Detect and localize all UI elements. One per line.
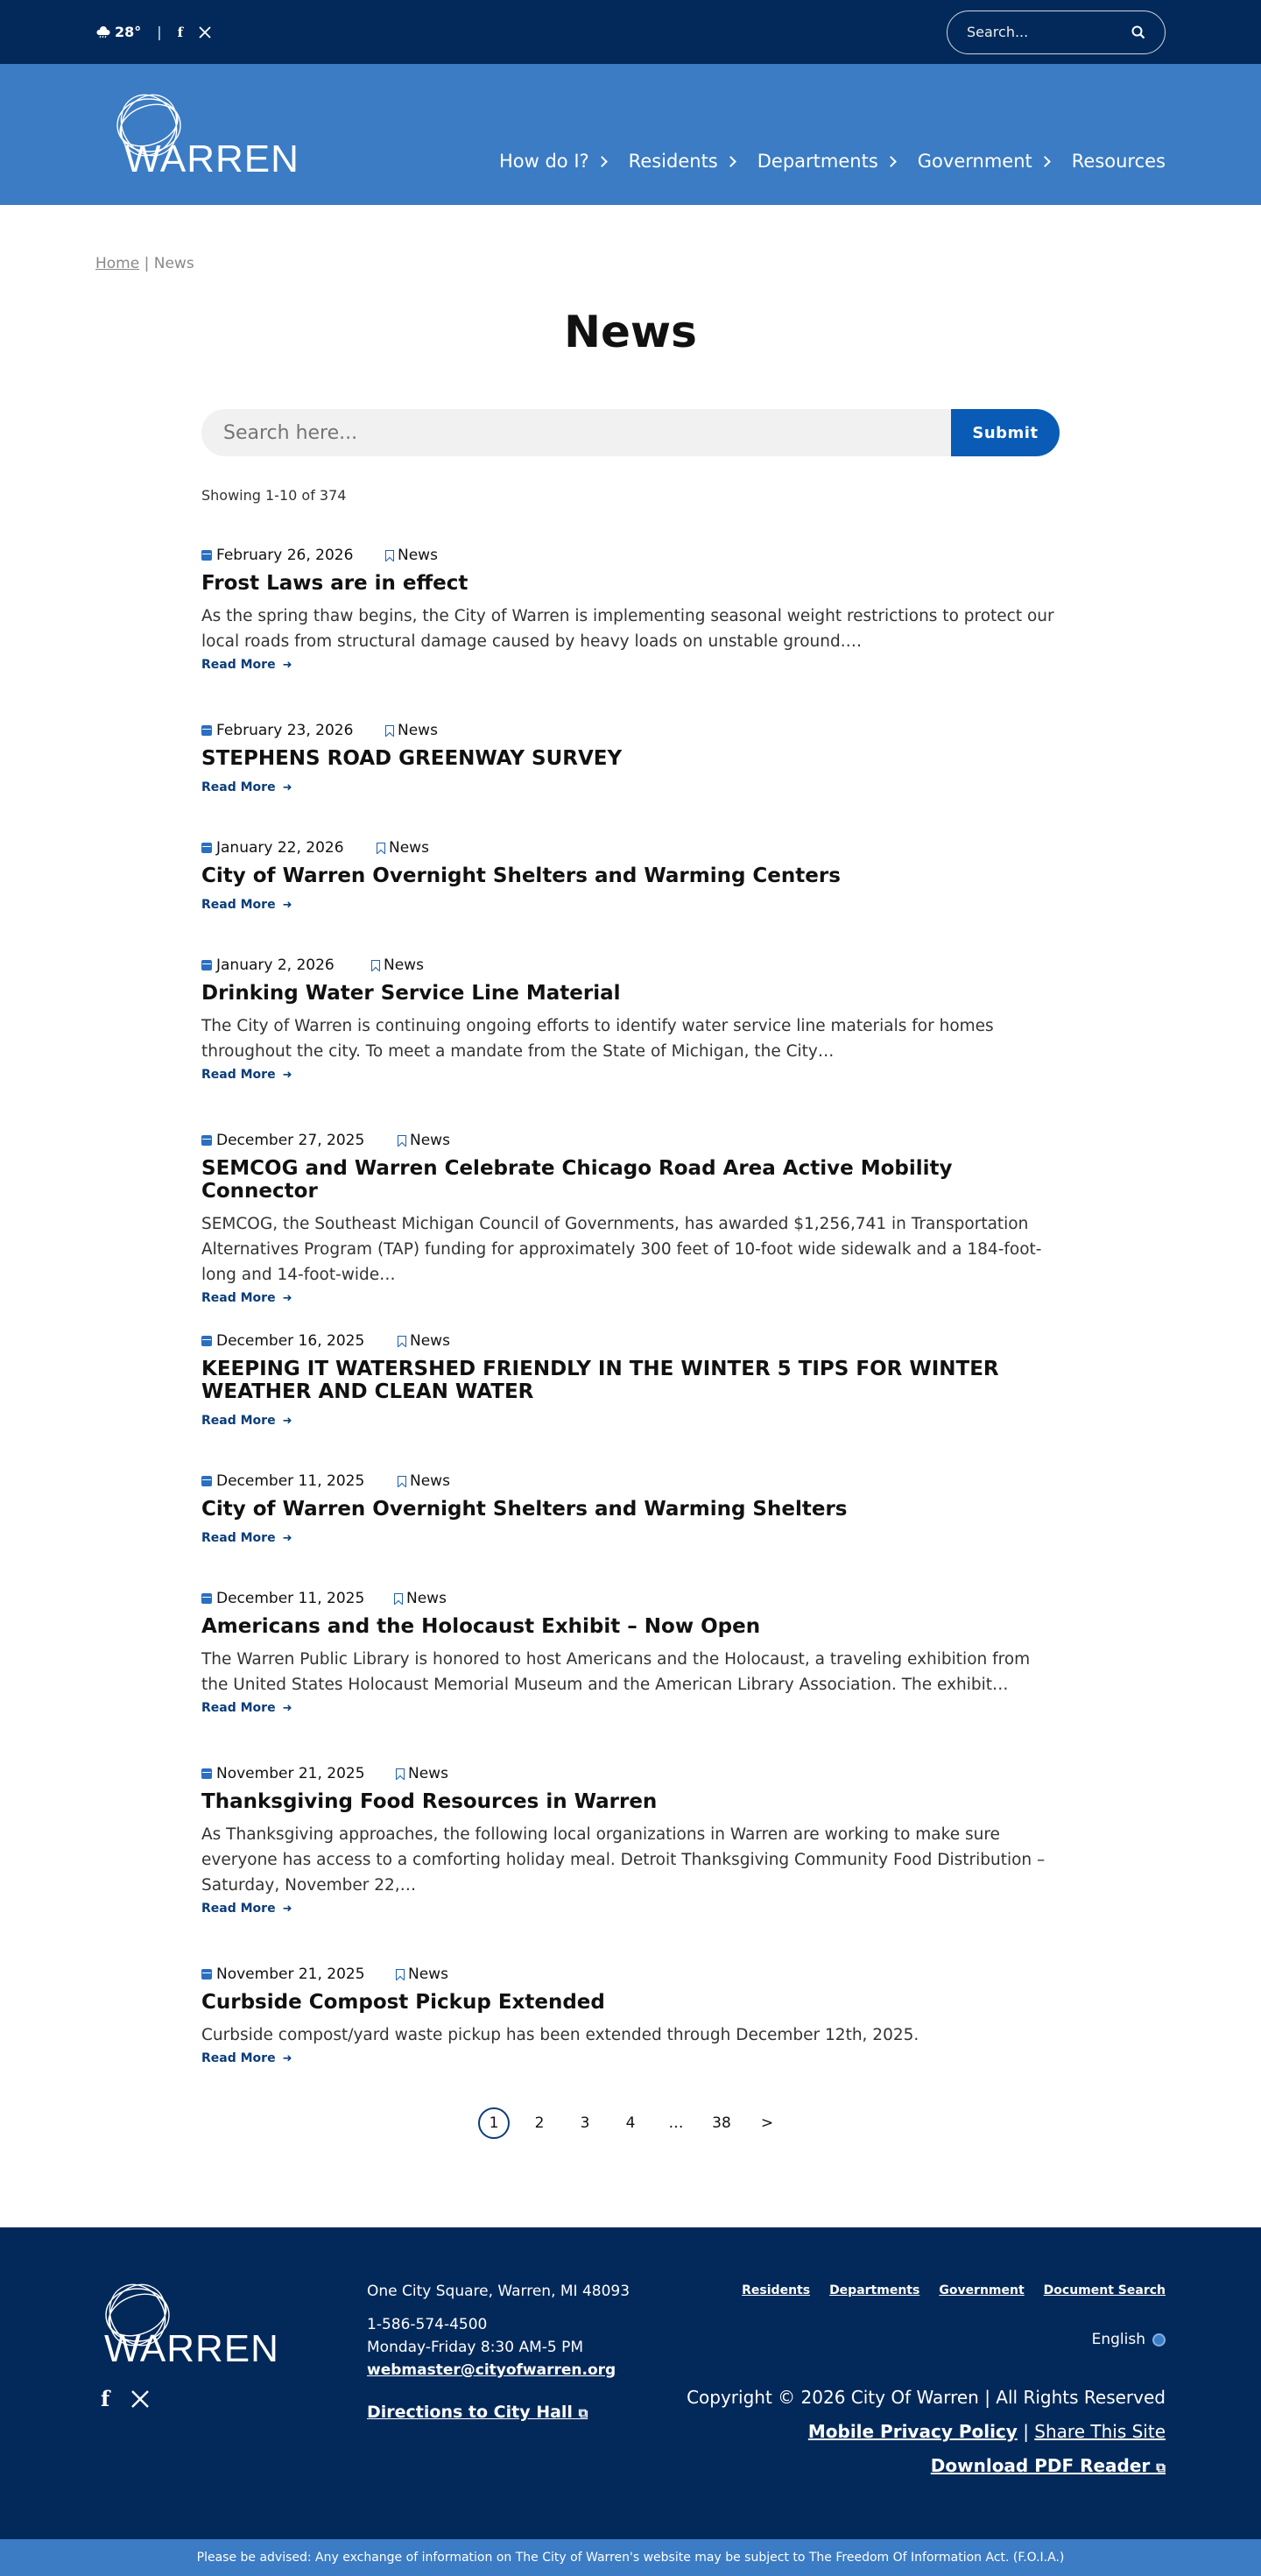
- article-title[interactable]: KEEPING IT WATERSHED FRIENDLY IN THE WINTER 5 TIPS FOR WINTER WEATHER AND CLEAN WATER: [201, 1358, 999, 1403]
- facebook-icon[interactable]: f: [177, 24, 184, 40]
- bookmark-icon: [398, 1336, 406, 1347]
- language-selector[interactable]: English: [1092, 2331, 1166, 2348]
- read-more-link[interactable]: Read More ➜: [201, 1701, 292, 1715]
- main-nav: [499, 151, 1166, 172]
- footer-hours: Monday-Friday 8:30 AM-5 PM: [367, 2339, 584, 2356]
- article-meta: [201, 1471, 1060, 1491]
- page-3-button[interactable]: 3: [580, 2114, 590, 2132]
- article-meta: [201, 546, 1060, 565]
- calendar-icon: [201, 843, 212, 853]
- read-more-link[interactable]: Read More ➜: [201, 780, 292, 794]
- bookmark-icon: [396, 1969, 405, 1980]
- page-title: News: [564, 307, 697, 357]
- news-article: [201, 1764, 1060, 1916]
- bookmark-icon: [398, 1135, 406, 1147]
- footer-link-document-search[interactable]: Document Search: [1043, 2283, 1166, 2297]
- top-bar-left: [95, 24, 211, 40]
- footer-warren-logo[interactable]: [95, 2280, 314, 2368]
- globe-icon: [1152, 2333, 1166, 2347]
- news-article: [201, 1589, 1060, 1715]
- chevron-right-icon: [885, 156, 897, 167]
- article-meta: [201, 838, 1060, 857]
- warren-logo[interactable]: [107, 90, 326, 178]
- article-excerpt: As Thanksgiving approaches, the following local organizations in Warren are working to make sure everyone has access to a comforting holiday meal. Detroit Thanksgiving Community Food Distribution – Saturday, November 22,…: [201, 1825, 1046, 1895]
- pagination-ellipsis: …: [668, 2114, 684, 2132]
- calendar-icon: [201, 550, 212, 561]
- external-link-icon: ⧉: [578, 2405, 588, 2421]
- page-1-button[interactable]: 1: [478, 2107, 510, 2139]
- results-count: Showing 1-10 of 374: [201, 487, 347, 504]
- svg-text:WARREN: WARREN: [124, 138, 299, 178]
- breadcrumb-current: | News: [144, 255, 194, 272]
- bookmark-icon: [394, 1593, 403, 1605]
- article-excerpt: Curbside compost/yard waste pickup has been extended through December 12th, 2025.: [201, 2026, 919, 2044]
- footer-email-link[interactable]: webmaster@cityofwarren.org: [367, 2361, 616, 2379]
- site-header: [0, 64, 1261, 205]
- article-title[interactable]: SEMCOG and Warren Celebrate Chicago Road Area Active Mobility Connector: [201, 1157, 953, 1203]
- search-icon[interactable]: [1131, 25, 1145, 39]
- nav-resources[interactable]: Resources: [1071, 151, 1166, 172]
- arrow-right-icon: ➜: [282, 1414, 292, 1428]
- directions-link[interactable]: Directions to City Hall ⧉: [367, 2403, 588, 2422]
- article-date: February 23, 2026: [216, 722, 354, 739]
- read-more-link[interactable]: Read More ➜: [201, 658, 292, 672]
- read-more-link[interactable]: Read More ➜: [201, 2051, 292, 2065]
- article-date: November 21, 2025: [216, 1765, 365, 1782]
- article-title[interactable]: City of Warren Overnight Shelters and Warming Shelters: [201, 1498, 848, 1521]
- bookmark-icon: [385, 550, 394, 561]
- bookmark-icon: [398, 1476, 406, 1487]
- footer-address: One City Square, Warren, MI 48093: [367, 2283, 630, 2300]
- chevron-right-icon: [1039, 156, 1051, 167]
- site-footer: [0, 2227, 1261, 2539]
- news-article: [201, 1471, 1060, 1545]
- breadcrumb: [95, 255, 194, 272]
- calendar-icon: [201, 1593, 212, 1604]
- article-meta: [201, 1131, 1060, 1150]
- arrow-right-icon: ➜: [282, 1701, 292, 1715]
- nav-residents[interactable]: Residents: [629, 151, 735, 172]
- facebook-icon[interactable]: f: [101, 2386, 110, 2411]
- submit-button[interactable]: Submit: [951, 409, 1060, 456]
- calendar-icon: [201, 1768, 212, 1779]
- article-category[interactable]: News: [408, 1765, 448, 1782]
- footer-contact: [367, 2280, 630, 2422]
- article-title[interactable]: Frost Laws are in effect: [201, 572, 468, 595]
- article-excerpt: SEMCOG, the Southeast Michigan Council of Governments, has awarded $1,256,741 in Transportation Alternatives Program (TAP) funding for approximately 300 feet of 10-foot wide sidewalk and a 184-foot-long and 14-foot-wide…: [201, 1215, 1042, 1284]
- nav-government[interactable]: Government: [918, 151, 1049, 172]
- breadcrumb-home-link[interactable]: Home: [95, 255, 140, 272]
- article-title[interactable]: Curbside Compost Pickup Extended: [201, 1991, 605, 2014]
- read-more-link[interactable]: Read More ➜: [201, 1531, 292, 1545]
- article-date: January 22, 2026: [216, 839, 344, 857]
- footer-phone[interactable]: 1-586-574-4500: [367, 2316, 488, 2333]
- article-date: February 26, 2026: [216, 547, 354, 564]
- article-category[interactable]: News: [398, 547, 438, 564]
- read-more-link[interactable]: Read More ➜: [201, 898, 292, 912]
- news-article: [201, 1331, 1060, 1428]
- footer-link-departments[interactable]: Departments: [829, 2283, 920, 2297]
- read-more-link[interactable]: Read More ➜: [201, 1902, 292, 1916]
- arrow-right-icon: ➜: [282, 1902, 292, 1916]
- article-category[interactable]: News: [406, 1590, 447, 1607]
- weather-temp: 28°: [115, 24, 142, 40]
- arrow-right-icon: ➜: [282, 658, 292, 672]
- article-category[interactable]: News: [389, 839, 429, 857]
- article-date: December 11, 2025: [216, 1590, 365, 1607]
- article-title[interactable]: Drinking Water Service Line Material: [201, 982, 621, 1005]
- top-bar: [0, 0, 1261, 64]
- article-meta: [201, 1589, 1060, 1608]
- article-excerpt: The Warren Public Library is honored to host Americans and the Holocaust, a traveling exhibition from the United States Holocaust Memorial Museum and the American Library Association. The exhibit…: [201, 1650, 1031, 1694]
- footer-links: [742, 2283, 1166, 2297]
- external-link-icon: ⧉: [1156, 2460, 1166, 2475]
- arrow-right-icon: ➜: [282, 2051, 292, 2065]
- news-search-input[interactable]: [201, 409, 951, 456]
- page-2-button[interactable]: 2: [534, 2114, 545, 2132]
- topbar-separator: |: [157, 24, 162, 40]
- read-more-link[interactable]: Read More ➜: [201, 1068, 292, 1082]
- arrow-right-icon: ➜: [282, 1068, 292, 1082]
- svg-text:WARREN: WARREN: [104, 2327, 279, 2368]
- article-meta: [201, 1965, 1060, 1984]
- bookmark-icon: [377, 843, 385, 854]
- calendar-icon: [201, 1476, 212, 1486]
- arrow-right-icon: ➜: [282, 1291, 292, 1305]
- article-meta: [201, 1764, 1060, 1783]
- article-category[interactable]: News: [410, 1132, 450, 1149]
- arrow-right-icon: ➜: [282, 780, 292, 794]
- x-twitter-icon[interactable]: [199, 26, 211, 39]
- footer-policy-row: [808, 2421, 1166, 2442]
- article-date: November 21, 2025: [216, 1966, 365, 1983]
- news-article: [201, 721, 1060, 794]
- article-excerpt: As the spring thaw begins, the City of Warren is implementing seasonal weight restrictions to protect our local roads from structural damage caused by heavy loads on unstable ground.…: [201, 607, 1054, 651]
- article-date: December 11, 2025: [216, 1472, 365, 1490]
- top-search-input[interactable]: Search...: [967, 24, 1029, 40]
- article-title[interactable]: Americans and the Holocaust Exhibit – Now Open: [201, 1615, 761, 1638]
- article-category[interactable]: News: [408, 1966, 448, 1983]
- arrow-right-icon: ➜: [282, 898, 292, 912]
- download-pdf-reader-link[interactable]: Download PDF Reader ⧉: [930, 2455, 1166, 2476]
- mobile-privacy-policy-link[interactable]: Mobile Privacy Policy: [807, 2421, 1018, 2442]
- chevron-right-icon: [596, 156, 608, 167]
- calendar-icon: [201, 1336, 212, 1346]
- top-search-box[interactable]: [947, 11, 1166, 54]
- copyright: Copyright © 2026 City Of Warren | All Rights Reserved: [687, 2387, 1166, 2408]
- article-meta: [201, 721, 1060, 740]
- footer-divider: |: [1023, 2421, 1029, 2442]
- article-date: December 16, 2025: [216, 1332, 365, 1350]
- bookmark-icon: [385, 725, 394, 737]
- article-title[interactable]: STEPHENS ROAD GREENWAY SURVEY: [201, 747, 623, 770]
- news-article: [201, 546, 1060, 672]
- article-category[interactable]: News: [384, 956, 424, 974]
- calendar-icon: [201, 1135, 212, 1146]
- article-category[interactable]: News: [410, 1472, 450, 1490]
- nav-departments[interactable]: Departments: [757, 151, 895, 172]
- article-meta: [201, 1331, 1060, 1351]
- news-article: [201, 1131, 1060, 1305]
- calendar-icon: [201, 1969, 212, 1980]
- read-more-link[interactable]: Read More ➜: [201, 1414, 292, 1428]
- weather-widget[interactable]: [95, 24, 141, 40]
- x-twitter-icon[interactable]: [130, 2389, 150, 2409]
- next-page-button[interactable]: >: [760, 2114, 774, 2132]
- article-excerpt: The City of Warren is continuing ongoing efforts to identify water service line materials for homes throughout the city. To meet a mandate from the State of Michigan, the City…: [201, 1017, 994, 1061]
- footer-social: [101, 2386, 150, 2411]
- foia-notice: Please be advised: Any exchange of information on The City of Warren's website may be subject to The Freedom Of Information Act. (F.O.I.A.): [0, 2539, 1261, 2576]
- article-date: January 2, 2026: [216, 956, 335, 974]
- bookmark-icon: [371, 960, 380, 971]
- calendar-icon: [201, 725, 212, 736]
- chevron-right-icon: [725, 156, 736, 167]
- bookmark-icon: [396, 1768, 405, 1780]
- article-date: December 27, 2025: [216, 1132, 365, 1149]
- article-title[interactable]: Thanksgiving Food Resources in Warren: [201, 1790, 658, 1813]
- news-article: [201, 838, 1060, 912]
- footer-link-residents[interactable]: Residents: [742, 2283, 811, 2297]
- page-38-button[interactable]: 38: [712, 2114, 731, 2132]
- read-more-link[interactable]: Read More ➜: [201, 1291, 292, 1305]
- pagination: [0, 2107, 1261, 2139]
- arrow-right-icon: ➜: [282, 1531, 292, 1545]
- news-article: [201, 1965, 1060, 2065]
- news-article: [201, 956, 1060, 1082]
- article-category[interactable]: News: [398, 722, 438, 739]
- article-meta: [201, 956, 1060, 975]
- footer-link-government[interactable]: Government: [939, 2283, 1025, 2297]
- calendar-icon: [201, 960, 212, 970]
- article-title[interactable]: City of Warren Overnight Shelters and Warming Centers: [201, 865, 841, 887]
- news-search-form: [201, 409, 1060, 456]
- share-this-site-link[interactable]: Share This Site: [1034, 2421, 1166, 2442]
- weather-cloud-icon: [95, 26, 111, 39]
- nav-how-do-i[interactable]: How do I?: [499, 151, 606, 172]
- article-category[interactable]: News: [410, 1332, 450, 1350]
- page-4-button[interactable]: 4: [625, 2114, 636, 2132]
